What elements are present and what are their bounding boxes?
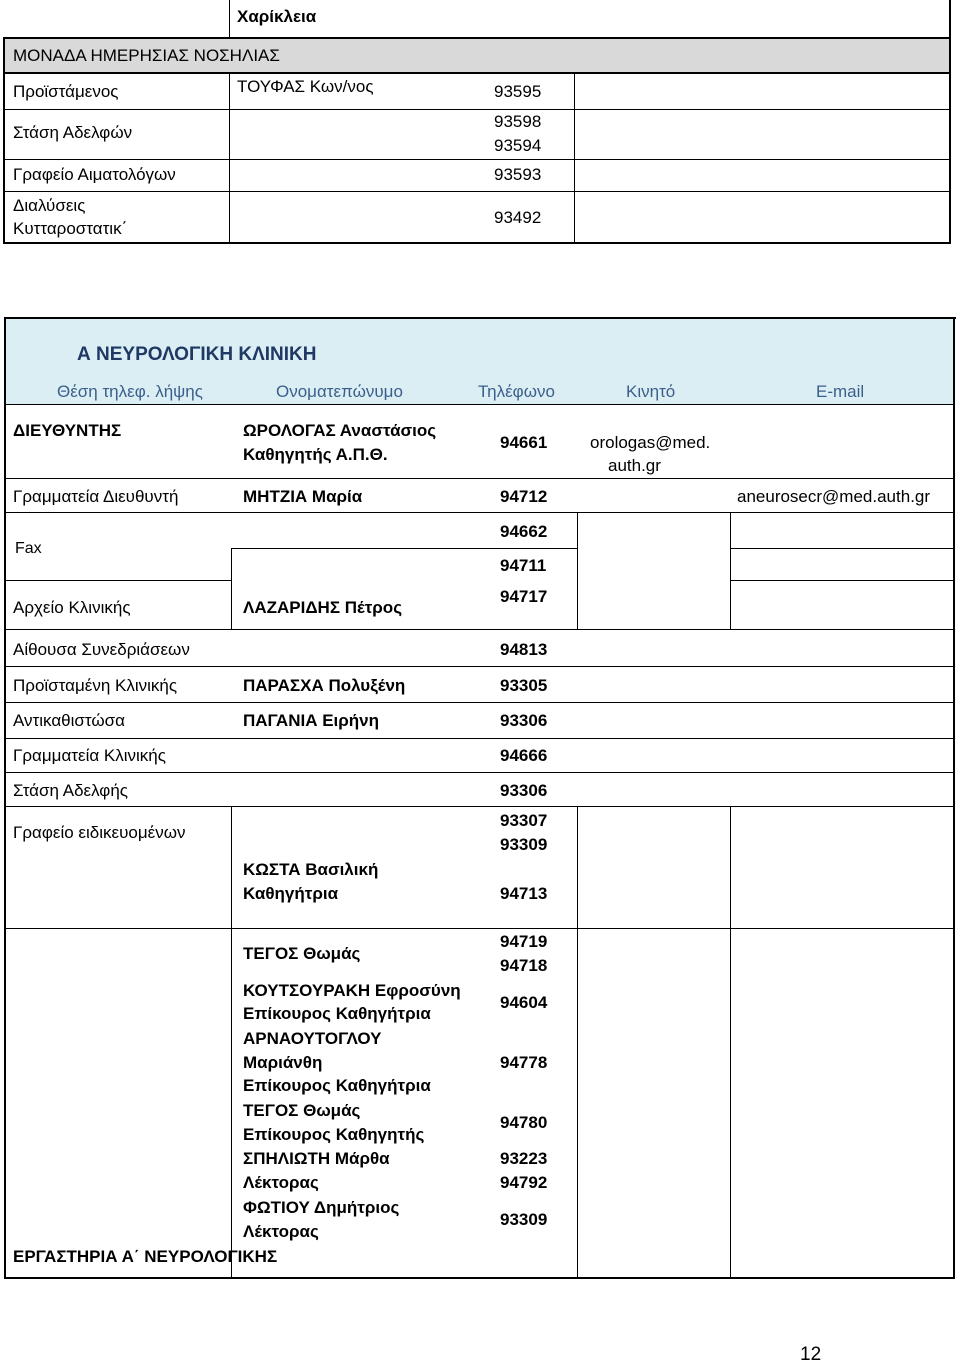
unit2-rule — [4, 772, 954, 773]
archive-phone: 94717 — [500, 587, 548, 606]
row-phone: 93593 — [494, 165, 542, 184]
row-phone: 93598 — [494, 112, 542, 131]
row-phone: 93306 — [500, 781, 548, 800]
row-label: Γραμματεία Κλινικής — [13, 746, 166, 765]
fax-phone: 94662 — [500, 522, 548, 541]
unit2-rule — [4, 478, 954, 479]
director-label: ΔΙΕΥΘΥΝΤΗΣ — [13, 421, 122, 440]
unit1-rule — [3, 242, 951, 244]
unit2-rule — [4, 806, 954, 807]
unit1-rule — [3, 72, 951, 74]
row-label: Αίθουσα Συνεδριάσεων — [13, 640, 190, 659]
lab-entry-phone: 94718 — [500, 956, 548, 975]
unit2-rule — [4, 404, 954, 405]
unit2-rule — [4, 928, 954, 929]
lab-entry-name: ΤΕΓΟΣ Θωμάς — [243, 1101, 361, 1120]
lab-entry-title: Επίκουρος Καθηγήτρια — [243, 1076, 431, 1095]
unit2-divider — [231, 806, 232, 928]
secretary-label: Γραμματεία Διευθυντή — [13, 487, 179, 506]
row-label: Διαλύσεις — [13, 196, 86, 215]
unit2-rule — [4, 629, 954, 630]
row-phone: 93492 — [494, 208, 542, 227]
unit2-divider — [730, 928, 731, 1278]
specialists-phone: 93309 — [500, 835, 548, 854]
specialists-phone: 93307 — [500, 811, 548, 830]
row-label: Γραφείο Αιματολόγων — [13, 165, 176, 184]
unit1-rule — [3, 159, 951, 160]
lab-entry-name: ΤΕΓΟΣ Θωμάς — [243, 944, 361, 963]
unit1-divider — [229, 0, 230, 38]
row-phone: 93306 — [500, 711, 548, 730]
column-header: Κινητό — [626, 382, 676, 401]
unit2-divider — [231, 548, 232, 629]
lab-entry-phone: 93309 — [500, 1210, 548, 1229]
archive-label: Αρχείο Κλινικής — [13, 598, 131, 617]
column-header: Τηλέφωνο — [478, 382, 555, 401]
director-name: ΩΡΟΛΟΓΑΣ Αναστάσιος — [243, 421, 437, 440]
unit2-rule — [4, 702, 954, 703]
row-label: Αντικαθιστώσα — [13, 711, 125, 730]
secretary-phone: 94712 — [500, 487, 548, 506]
specialist-name: ΚΩΣΤΑ Βασιλική — [243, 860, 379, 879]
unit2-rule — [4, 738, 954, 739]
unit2-rule — [730, 580, 954, 581]
unit2-top-border — [4, 317, 956, 319]
lab-entry-name: Μαριάνθη — [243, 1053, 323, 1072]
unit2-right-border — [953, 317, 955, 1278]
secretary-email: aneurosecr@med.auth.gr — [737, 487, 931, 506]
unit2-title: Α ΝΕΥΡΟΛΟΓΙΚΗ ΚΛΙΝΙΚΗ — [77, 344, 317, 365]
specialists-label: Γραφείο ειδικευομένων — [13, 823, 186, 842]
lab-entry-title: Λέκτορας — [243, 1173, 319, 1192]
unit1-name-header: Χαρίκλεια — [237, 7, 317, 26]
row-label: Στάση Αδελφής — [13, 781, 128, 800]
fax-label: Fax — [15, 540, 42, 557]
column-header: E-mail — [816, 382, 865, 401]
unit2-rule — [4, 666, 954, 667]
lab-entry-name: ΚΟΥΤΣΟΥΡΑΚΗ Εφροσύνη — [243, 981, 461, 1000]
row-phone: 93595 — [494, 82, 542, 101]
archive-name: ΛΑΖΑΡΙΔΗΣ Πέτρος — [243, 598, 403, 617]
lab-entry-title: Επίκουρος Καθηγήτρια — [243, 1004, 431, 1023]
unit2-rule — [231, 548, 577, 549]
row-name: ΠΑΡΑΣΧΑ Πολυξένη — [243, 676, 406, 695]
unit1-rule — [3, 37, 951, 39]
unit2-rule — [4, 580, 231, 581]
secretary-name: ΜΗΤΖΙΑ Μαρία — [243, 487, 363, 506]
lab-entry-title: Λέκτορας — [243, 1222, 319, 1241]
lab-entry-phone: 94792 — [500, 1173, 548, 1192]
director-email: orologas@med. — [590, 433, 711, 452]
unit1-rule — [3, 191, 951, 192]
lab-entry-name: ΑΡΝΑΟΥΤΟΓΛΟΥ — [243, 1029, 382, 1048]
unit1-left-border — [3, 38, 5, 244]
director-email: auth.gr — [608, 456, 661, 475]
unit2-rule — [4, 512, 954, 513]
row-phone: 93594 — [494, 136, 542, 155]
specialist-title: Καθηγήτρια — [243, 884, 339, 903]
lab-entry-phone: 94604 — [500, 993, 548, 1012]
unit2-rule — [730, 548, 954, 549]
unit2-divider — [730, 512, 731, 629]
unit2-divider — [231, 928, 232, 1278]
lab-entry-name: ΦΩΤΙΟΥ Δημήτριος — [243, 1198, 400, 1217]
unit1-title: ΜΟΝΑΔΑ ΗΜΕΡΗΣΙΑΣ ΝΟΣΗΛΙΑΣ — [13, 46, 280, 65]
unit2-divider — [577, 806, 578, 928]
unit2-bottom-border — [4, 1277, 955, 1279]
row-name: ΠΑΓΑΝΙΑ Ειρήνη — [243, 711, 379, 730]
row-label: Προϊστάμενος — [13, 82, 119, 101]
lab-entry-name: ΣΠΗΛΙΩΤΗ Μάρθα — [243, 1149, 390, 1168]
page-number: 12 — [800, 1344, 822, 1365]
unit1-divider — [574, 72, 575, 244]
row-phone: 94813 — [500, 640, 548, 659]
unit2-divider — [577, 512, 578, 629]
row-label: Προϊσταμένη Κλινικής — [13, 676, 178, 695]
director-phone: 94661 — [500, 433, 548, 452]
fax-phone: 94711 — [500, 556, 547, 575]
lab-entry-phone: 94780 — [500, 1113, 548, 1132]
row-label: Κυτταροστατικ΄ — [13, 219, 128, 238]
lab-entry-phone: 94778 — [500, 1053, 548, 1072]
unit1-rule — [3, 109, 951, 110]
labs-label: ΕΡΓΑΣΤΗΡΙΑ Α΄ ΝΕΥΡΟΛΟΓΙΚΗΣ — [13, 1247, 278, 1266]
row-phone: 93305 — [500, 676, 548, 695]
row-name: ΤΟΥΦΑΣ Κων/νος — [237, 77, 374, 96]
row-phone: 94666 — [500, 746, 548, 765]
specialists-phone: 94713 — [500, 884, 548, 903]
column-header: Ονοματεπώνυμο — [276, 382, 403, 401]
lab-entry-title: Επίκουρος Καθηγητής — [243, 1125, 425, 1144]
row-label: Στάση Αδελφών — [13, 123, 133, 142]
unit2-divider — [730, 806, 731, 928]
director-title: Καθηγητής Α.Π.Θ. — [243, 445, 388, 464]
lab-entry-phone: 94719 — [500, 932, 548, 951]
unit2-left-border — [4, 317, 6, 1278]
lab-entry-phone: 93223 — [500, 1149, 548, 1168]
column-header: Θέση τηλεφ. λήψης — [57, 382, 203, 401]
unit1-divider — [229, 72, 230, 244]
unit2-divider — [577, 928, 578, 1278]
